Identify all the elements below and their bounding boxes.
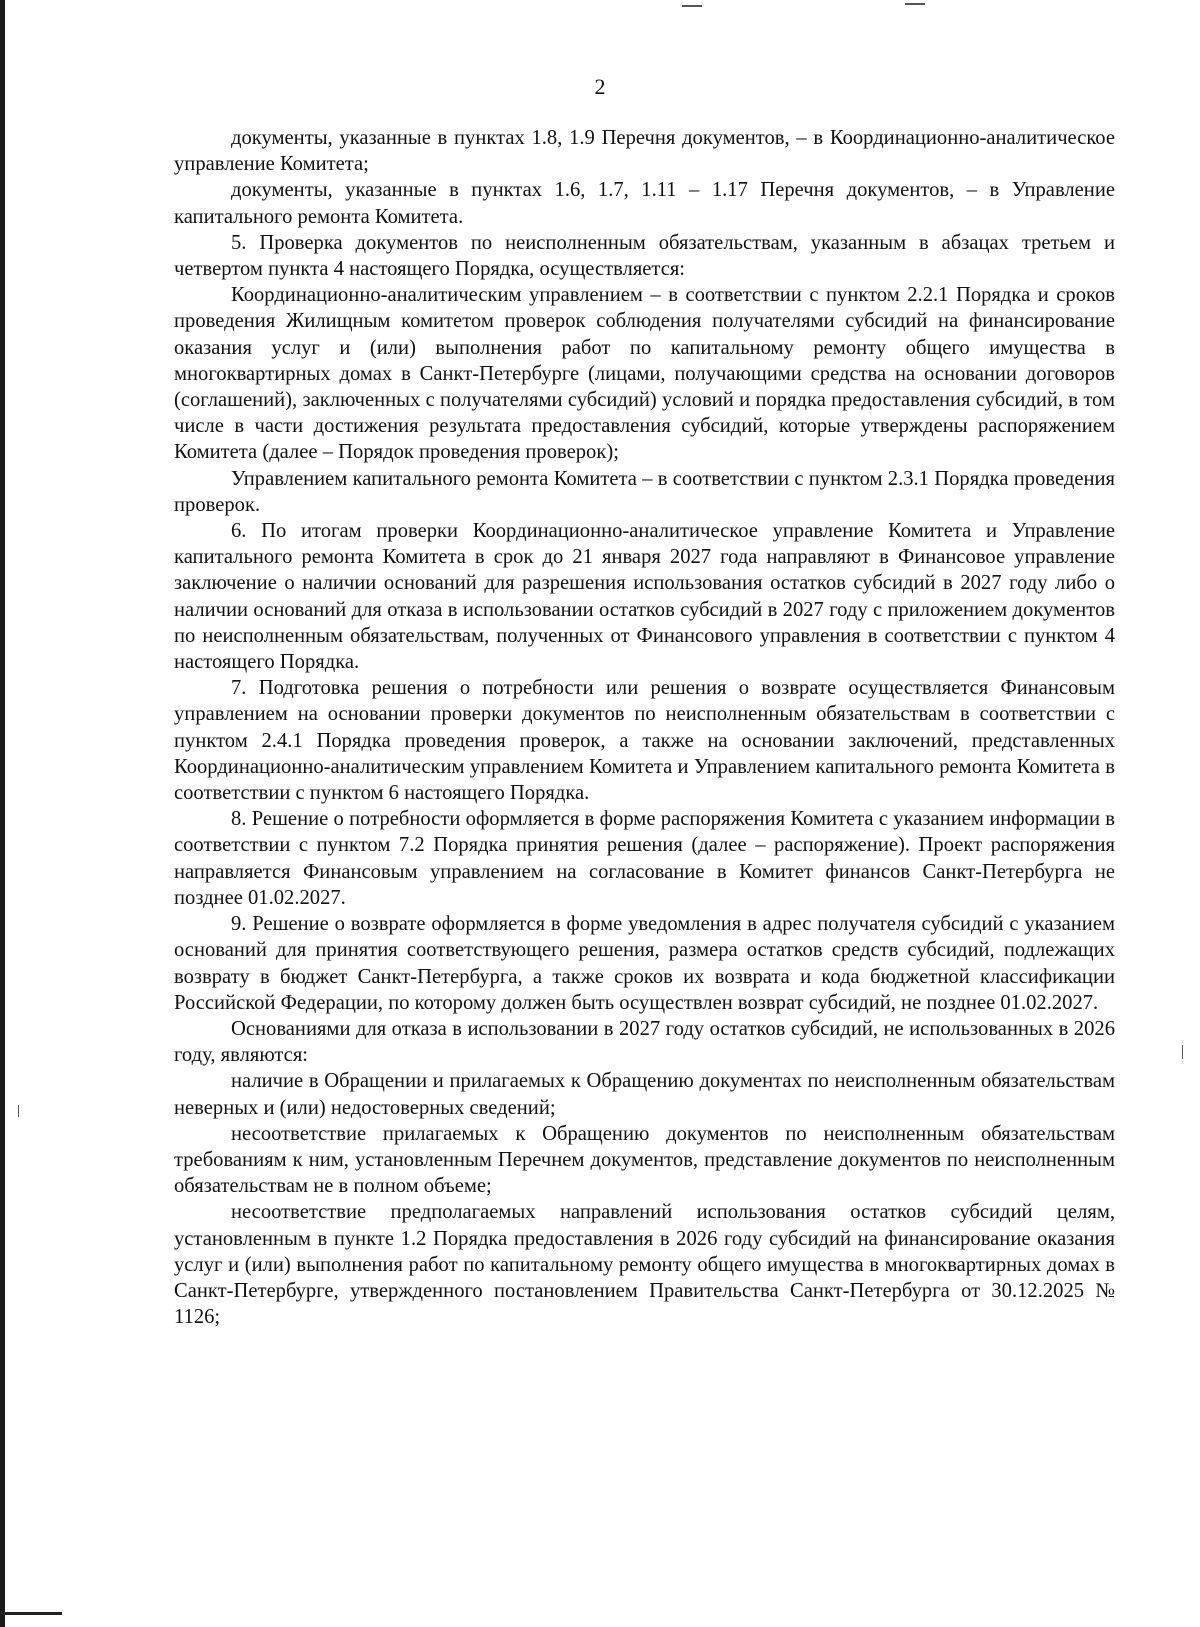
paragraph-ground-purpose-mismatch: несоответствие предполагаемых направлений использования остатков субсидий целям, установленным в пункте 1.2 Порядка предоставления в 2026 году субсидий на финансирование оказания услуг и (или) выполнения работ по капитальному ремонту общего имущества в многоквартирных домах в Санкт-Петербурге, утвержденного постановлением Правительства Санкт-Петербурга от 30.12.2025 № 1126;: [174, 1201, 1115, 1329]
scan-left-border: [0, 0, 5, 1627]
paragraph-docs-coordination: документы, указанные в пунктах 1.8, 1.9 Перечня документов, – в Координационно-аналитическое управление Комитета;: [174, 127, 1115, 176]
paragraph-refusal-grounds: Основаниями для отказа в использовании в 2027 году остатков субсидий, не использованных в 2026 году, являются:: [174, 1017, 1115, 1067]
scan-mark-left-margin: [18, 1105, 19, 1117]
scan-mark-bottom-left: [0, 1612, 62, 1615]
paragraph-ground-noncompliance: несоответствие прилагаемых к Обращению документов по неисполненным обязательствам требованиям к ним, установленным Перечнем документов, представление документов по неисполненным обязательствам не в полном объеме;: [174, 1122, 1115, 1198]
paragraph-item-6: 6. По итогам проверки Координационно-аналитическое управление Комитета и Управление капитального ремонта Комитета в срок до 21 января 2027 года направляют в Финансовое управление заключение о наличии оснований для разрешения использования остатков субсидий в 2027 году либо о наличии оснований для отказа в использовании остатков субсидий в 2027 году с приложением документов по неисполненным обязательствам, полученных от Финансового управления в соответствии с пунктом 4 настоящего Порядка.: [174, 520, 1115, 674]
scan-mark-right-margin: [1182, 1045, 1183, 1059]
paragraph-docs-capital-repair: документы, указанные в пунктах 1.6, 1.7, 1.11 – 1.17 Перечня документов, – в Управление капитального ремонта Комитета.: [174, 179, 1115, 228]
paragraph-capital-repair-check: Управлением капитального ремонта Комитета – в соответствии с пунктом 2.3.1 Порядка проведения проверок.: [174, 467, 1115, 516]
paragraph-coordination-check: Координационно-аналитическим управлением – в соответствии с пунктом 2.2.1 Порядка и сроков проведения Жилищным комитетом проверок соблюдения получателями субсидий на финансирование оказания услуг и (или) выполнения работ по капитальному ремонту общего имущества в многоквартирных домах в Санкт-Петербурге (лицами, получающими средства на основании договоров (соглашений), заключенных с получателями субсидий) условий и порядка предоставления субсидий, в том числе в части достижения результата предоставления субсидий, которые утверждены распоряжением Комитета (далее – Порядок проведения проверок);: [174, 284, 1115, 464]
paragraph-item-7: 7. Подготовка решения о потребности или решения о возврате осуществляется Финансовым управлением на основании проверки документов по неисполненным обязательствам в соответствии с пунктом 2.4.1 Порядка проведения проверок, а также на основании заключений, представленных Координационно-аналитическим управлением Комитета и Управлением капитального ремонта Комитета в соответствии с пунктом 6 настоящего Порядка.: [174, 677, 1115, 805]
paragraph-item-5: 5. Проверка документов по неисполненным обязательствам, указанным в абзацах третьем и четвертом пункта 4 настоящего Порядка, осуществляется:: [174, 231, 1115, 281]
paragraph-item-8: 8. Решение о потребности оформляется в форме распоряжения Комитета с указанием информации в соответствии с пунктом 7.2 Порядка принятия решения (далее – распоряжение). Проект распоряжения направляется Финансовым управлением на согласование в Комитет финансов Санкт-Петербурга не позднее 01.02.2027.: [174, 808, 1115, 909]
page-number: 2: [594, 74, 606, 99]
document-body: [174, 125, 1115, 1330]
scan-mark-top-right: [905, 3, 925, 5]
paragraph-ground-incorrect-data: наличие в Обращении и прилагаемых к Обращению документах по неисполненным обязательствам неверных и (или) недостоверных сведений;: [174, 1070, 1115, 1119]
paragraph-item-9: 9. Решение о возврате оформляется в форме уведомления в адрес получателя субсидий с указанием оснований для принятия соответствующего решения, размера остатков средств субсидий, подлежащих возврату в бюджет Санкт-Петербурга, а также сроков их возврата и кода бюджетной классификации Российской Федерации, по которому должен быть осуществлен возврат субсидий, не позднее 01.02.2027.: [174, 913, 1115, 1014]
scan-mark-top: [682, 5, 702, 7]
